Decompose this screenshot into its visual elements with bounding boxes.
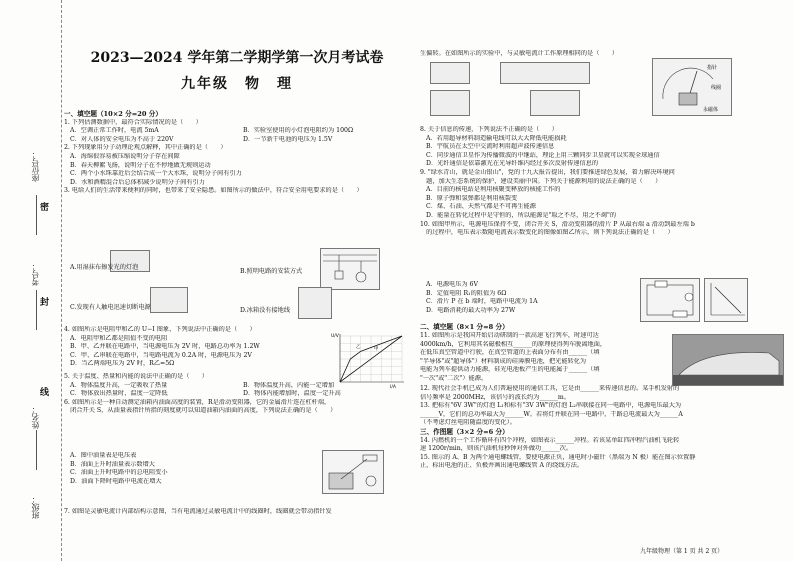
exam-subtitle: 九年级 物 理 [181,76,293,92]
option: D．电路消耗的最大功率为 27W [426,306,516,314]
question-1: 1. 下列估测数据中，最符合实际情况的是（ ） [64,118,202,126]
q7-option-b-figure [500,62,590,84]
option: A.用湿抹布擦发光的灯泡 [70,264,139,271]
option: D．水和酒精混合后总体积减少说明分子间有引力 [70,178,205,186]
question-10: 10. 如图甲所示，电源电压保持不变，闭合开关 S，滑动变阻器的滑片 P 从最右端 a 滑动到最左端 b [420,220,695,228]
section-heading: 二、填空题（8×1 分=8 分） [420,323,509,331]
galvanometer-figure [652,58,732,116]
question-15-cont: 止，标出电池的正、负极并画出通电螺线管 A 的绕线方法。 [420,462,584,470]
q8-q9-block [420,126,786,238]
option: B．宇航员在太空中交流时利用超声波传递信息 [426,143,555,151]
oil-gauge-figure [322,450,384,494]
question-11: 11. 如图所示是我国开始启动研制的一款高速飞行列车，时速可达 [420,332,599,339]
maglev-train-photo [672,334,784,386]
q10-ui-graph [705,279,747,321]
coil-label: 线圈 [711,85,722,91]
q7-option-d-figure [530,90,580,116]
option: C．油面上升时电路中的总电阻变小 [70,469,168,477]
question-11-l2: 4000km/h，它利用其名磁极相互______的原理使得列车脱离地面， [420,340,607,348]
question-11-l3: 在低压真空管道中行驶，在真空管道的上表面分布有由______（填 [420,349,600,357]
question-13-l2: ______V，它们的总功率最大为______W。若将灯并联在同一电路中，干路总电流最大为______A [420,410,683,418]
option: C．物体放出热量时，温度一定降低 [70,390,168,398]
name-line [36,430,37,470]
question-13-l3: （不考虑灯丝电阻随温度的变化）。 [420,419,516,427]
left-column [64,110,410,196]
option: C．对人体的安全电压为不高于 220V [70,135,174,143]
option: A．图中油量表是电压表 [70,452,137,459]
q3-figure-c [150,287,188,313]
binding-strip [0,0,62,561]
question-6: 6. 如图所示是一种自动测定油箱内油面高度的装置，R是滑动变阻器，它的金属滑片连在杠杆端， [64,398,331,406]
option: D．油面下降时电路中电流在增大 [70,477,162,485]
question-5: 5. 关于温度、热量和内能的说法中正确的是（ ） [64,373,208,380]
galvanometer-diagram [653,59,731,115]
seal-char-mi: 密 [40,203,50,213]
question-14: 14. 内燃机的一个工作循环有四个冲程，如图表示______冲程。若该某单缸四冲程汽油机飞轮转 [420,436,680,444]
option: C．同步通信卫星作为传播微波的中继站，理论上用三颗同步卫星就可以实现全球通信 [426,151,660,159]
seal-char-feng: 封 [40,298,50,308]
q7-option-a-figure [430,62,470,84]
question-10-cont: 的过程中，电压表示数随电流表示数变化的图像如图乙所示，则下列说法正确的是（ ） [420,229,674,237]
question-15: 15. 图示的 A、B 为两个通电螺线管，要使电源正负，通电时小磁针（黑端为 N 极）能在图示位置静 [420,453,696,461]
option: D．光纤通信是依靠激光在光导纤维内经过多次反射传递信息的 [426,160,599,168]
option: C．两个小水珠靠近后会结合成一个大水珠，说明分子间有引力 [70,170,242,178]
question-7: 7. 如图是灵敏电流计内部结构示意图，当有电流通过灵敏电流计中的线圈时，线圈就会带动指针发 [64,508,332,515]
section-heading: 三、作图题（3×2 分=6 分） [420,427,509,436]
name-label: 姓名： [31,405,40,429]
option: B．原子弹和氢弹都是利用核裂变 [426,194,518,202]
magnet-label: 永磁体 [703,107,719,113]
oil-gauge-diagram [323,451,383,493]
question-7-cont: 生偏转。在如图所示的实验中，与灵敏电流计工作原理相同的是（ ） [420,50,618,57]
option: B．实验室使用的小灯泡电阻约为 100Ω [243,127,354,135]
series-label-jia: 甲 [374,347,379,352]
seat-label: 座位号： [31,150,40,182]
option: A．海绵很容易被压缩说明分子存在间隙 [70,152,180,160]
question-6-cont: 闭合开关 S，从油量表指针所指的刻度就可以知道油箱内油面的高度，下列说法正确的是（ ） [64,407,337,415]
question-2: 2. 下列现象用分子动理论观点解释，其中正确的是（ ） [64,144,227,152]
question-12: 12. 现代社会手机已成为人们普遍使用的通信工具，它是由______来传递信息的。某手机发射的 [420,385,680,392]
question-14-cont: 速 1200r/min，则该汽油机每秒钟对外做功______次。 [420,445,573,453]
section-2-heading-block [420,323,786,332]
question-4: 4. 如图所示是电阻甲和乙的 U−I 图象，下列说法中正确的是（ ） [64,326,256,333]
q10-options [420,281,650,315]
circuit-diagram [321,249,379,289]
seal-char-xian: 线 [40,388,50,398]
option: B.照明电路的安装方式 [240,268,303,275]
option: A．空调正常工作时，电流 5mA [70,127,159,135]
q7-option-c-figure [430,90,470,116]
option: C．甲、乙串联在电路中，当电路电流为 0.2A 时，电源电压为 2V [70,351,252,359]
q11-block [420,332,670,384]
question-8: 8. 关于信息的传递，下列说法不正确的是（ ） [420,126,558,133]
option: D.冰箱没有接地线 [240,307,291,314]
question-12-cont: 信号频率是 2000MHz，该信号的波长约为______m。 [420,393,570,401]
q10-graph-figure [704,278,748,322]
question-11-l4: "半导体"或"超导体"）材料制成的硅薄膜电池，把光能转化为 [420,357,587,365]
x-axis-label: I/A [390,385,396,390]
question-13: 13. 把标有"6V 3W"的灯泡 L₁和标有"3V 3W"的灯泡 L₂串联接在同一电路中，电源电压最大为 [420,402,682,410]
option: A．目前的核电站是利用核聚变释放的核能工作的 [426,186,561,194]
exam-title: 2023—2024 学年第二学期学第一次月考试卷 [90,50,384,66]
q12-q15-block [420,385,786,471]
section-heading: 一、填空题（10×2 分=20 分） [64,110,162,118]
option: A．若用超导材料制造输电线可以大大降低电能损耗 [426,134,567,142]
y-axis-label: U/V [331,334,339,339]
option: A．电源电压为 6V [426,281,478,288]
q7-block [64,508,410,517]
train-illustration [673,335,783,385]
q10-circuit-figure [640,278,700,322]
series-label-yi: 乙 [356,345,361,350]
option: B．定值电阻 R₁的阻值为 6Ω [426,289,507,297]
option: A．电阻甲和乙都是阻值不变的电阻 [70,334,168,342]
q5-block [64,373,410,416]
exam-no-line [36,290,37,330]
seat-line [36,195,37,235]
q4-block [64,326,324,369]
option: D．一节新干电池的电压为 1.5V [243,135,333,143]
option: C．滑片 P 在 b 端时，电路中电流为 1A [426,298,538,306]
question-11-l5: 电能为列车提供动力能源，硅光电池板产生的电能属于______（填 [420,366,600,374]
option: A．物体温度升高，一定吸收了热量 [70,381,168,389]
exam-no-label: 考号： [31,262,40,286]
question-11-l6: "一次"或"二次"）能源。 [420,374,488,382]
pointer-label: 指针 [707,65,718,71]
option: D．能量在转化过程中是守恒的，所以能源是"取之不尽，用之不竭"的 [426,211,617,219]
q10-circuit-diagram [641,279,699,321]
q6-options [64,452,314,486]
option: C.发现有人触电迅速切断电源 [70,304,151,311]
question-3: 3. 电给人们的生活带来便利的同时，也带来了安全隐患。如图所示的做法中，符合安全用电要求的是（ ） [64,187,363,195]
option: B．油面上升时油量表示数增大 [70,460,155,468]
q3-figure-d [298,287,332,319]
option: B．春天柳絮飞扬，说明分子在不停地做无规则运动 [70,161,211,169]
option: B．甲、乙并联在电路中，当电源电压为 2V 时，电路总功率为 1.2W [70,343,260,351]
q3-figure-b [320,248,380,290]
option: D．当乙两端电压为 2V 时，R乙=5Ω [70,360,175,368]
page-footer: 九年级物理（第 1 页 共 2 页） [640,548,724,555]
option: B．物体温度升高，内能一定增加 [243,381,335,389]
class-label: 班级： [31,495,40,519]
option: C．煤、石油、天然气都是不可再生能源 [426,203,536,211]
question-9: 9. "绿水青山，就是金山银山"，党的十九大报告提出，我们要推进绿色发展，着力解决环境问 [420,168,675,176]
option: D．物体内能增加时，温度一定升高 [243,390,341,398]
question-9-cont: 题，加大生态系统的保护，建设美丽中国。下列关于能源利用的说法正确的是（ ） [420,177,662,185]
